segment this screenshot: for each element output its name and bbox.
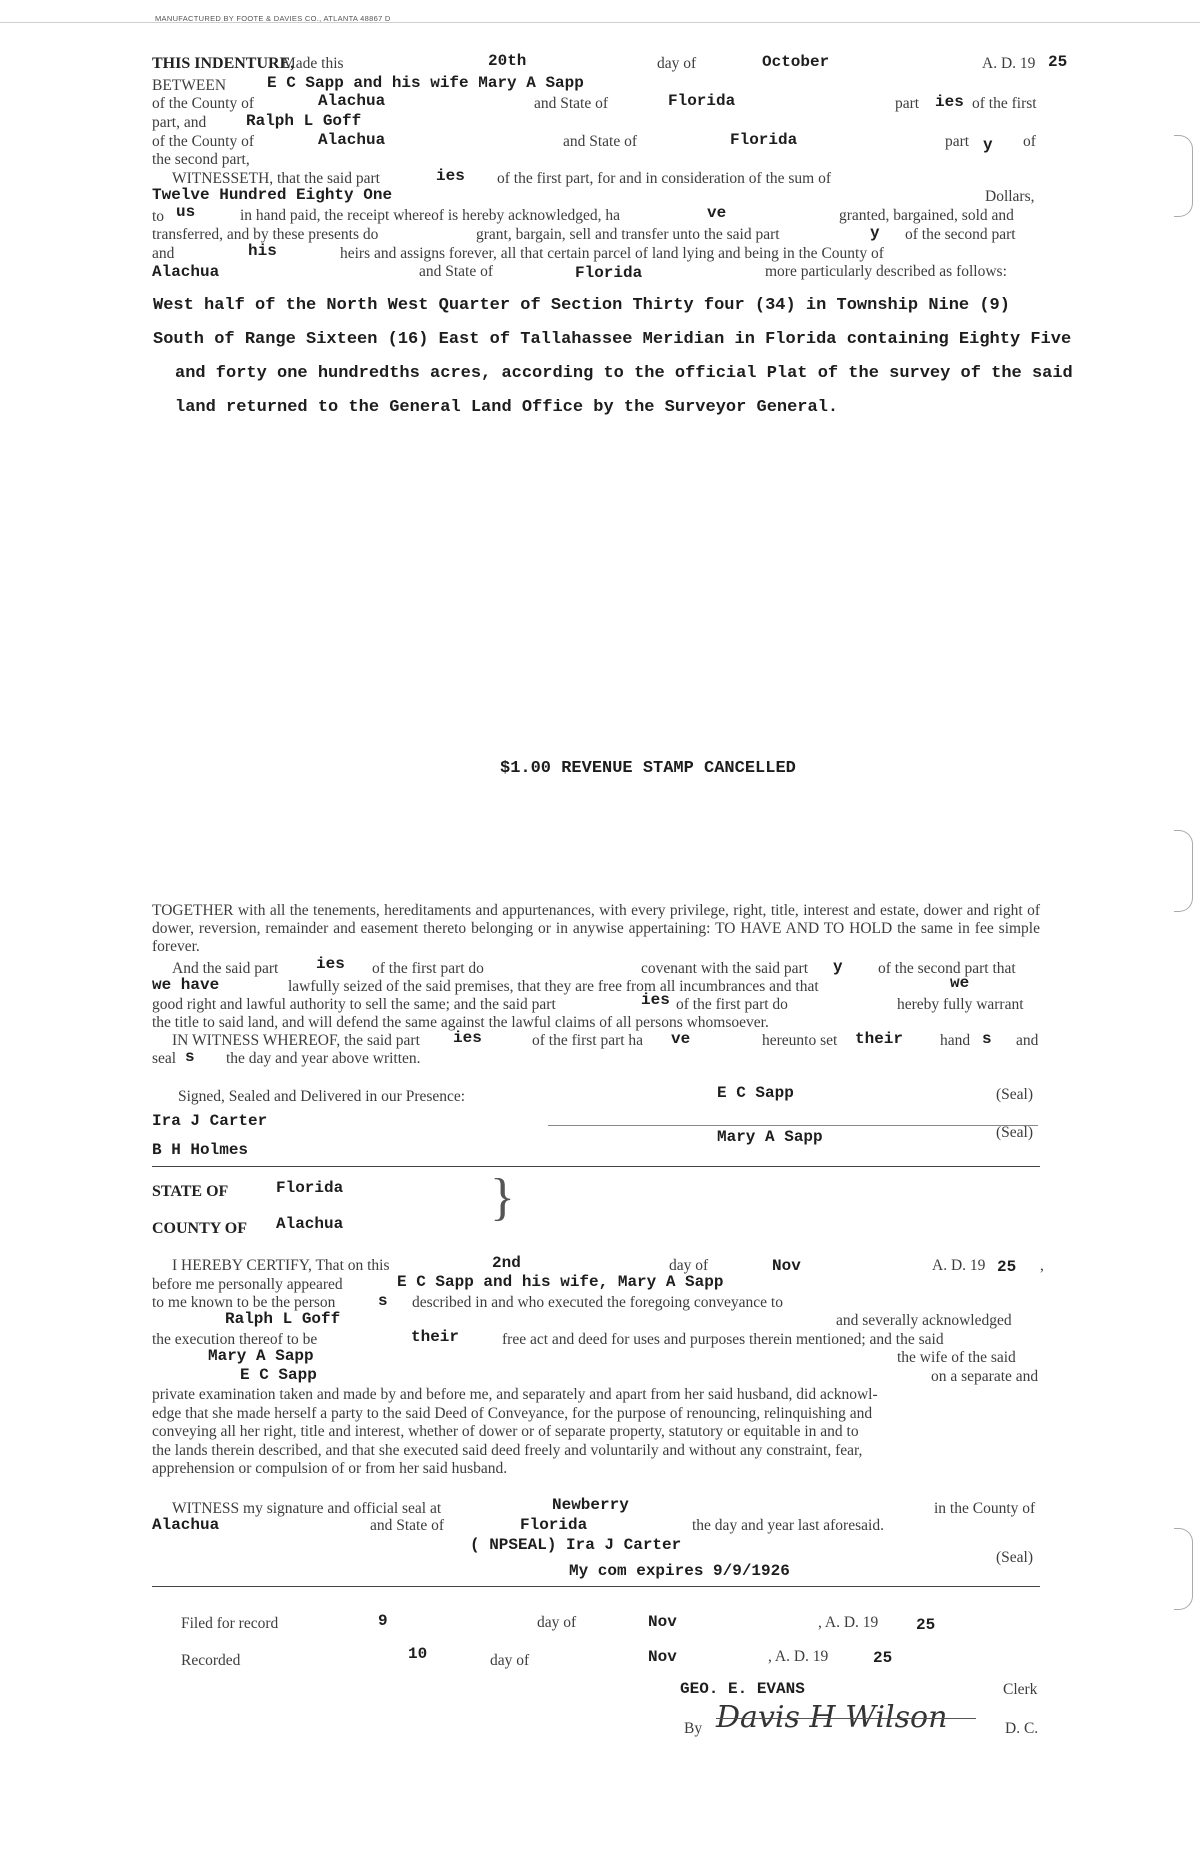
witness-clause-text-2: hereunto set xyxy=(762,1032,838,1049)
day-of-label: day of xyxy=(657,55,697,72)
ack-conveying: conveying all her right, title and interest, whether of dower or of separate property, statutory or equitable in and to xyxy=(152,1423,859,1440)
ack-notary: ( NPSEAL) Ira J Carter xyxy=(470,1536,682,1554)
together-paragraph: TOGETHER with all the tenements, hereditaments and appurtenances, with every privilege, right, title, interest and estate, dower and right of dower, reversion, remainder and easement thereto belonging or in anywise appertaining: TO HAVE AND TO HOLD the same in fee simple forever. xyxy=(152,902,1040,956)
grantee-state-label: and State of xyxy=(563,133,638,150)
grantee-name: Ralph L Goff xyxy=(246,112,362,130)
ack-appeared-names: E C Sapp and his wife, Mary A Sapp xyxy=(397,1273,724,1291)
ack-county: Alachua xyxy=(276,1215,344,1233)
witnesseth-lead: WITNESSETH, that the said part xyxy=(172,170,380,187)
ack-in-county: in the County of xyxy=(934,1500,1036,1517)
ack-state: Florida xyxy=(276,1179,344,1197)
recorded-label: Recorded xyxy=(181,1652,241,1669)
covenant-text-8: the title to said land, and will defend the same against the lawful claims of all persons whomsoever. xyxy=(152,1014,769,1031)
covenant-text-2: covenant with the said part xyxy=(641,960,809,977)
ack-commission: My com expires 9/9/1926 xyxy=(569,1562,790,1580)
witness-2: B H Holmes xyxy=(152,1141,249,1159)
paid-text: in hand paid, the receipt whereof is hereby acknowledged, ha xyxy=(240,207,621,224)
parcel-county: Alachua xyxy=(152,263,220,281)
presence-label: Signed, Sealed and Delivered in our Presence: xyxy=(178,1088,466,1105)
section-divider-1 xyxy=(152,1166,1040,1167)
filed-ad: , A. D. 19 xyxy=(818,1614,879,1631)
grantee-state: Florida xyxy=(730,131,798,149)
recorded-day-of: day of xyxy=(490,1652,530,1669)
witness-clause-suffix: ies xyxy=(453,1029,482,1047)
witness-clause-text-1: of the first part ha xyxy=(532,1032,644,1049)
covenant-text-7: hereby fully warrant xyxy=(897,996,1024,1013)
indenture-title: THIS INDENTURE, xyxy=(152,55,295,72)
recorded-year: 25 xyxy=(873,1649,893,1667)
grantor-signature-2: Mary A Sapp xyxy=(717,1128,823,1146)
ack-described: described in and who executed the foregoing conveyance to xyxy=(412,1294,783,1311)
signature-rule xyxy=(548,1125,1038,1126)
legal-line: land returned to the General Land Office by the Surveyor General. xyxy=(175,398,839,417)
ack-edge: edge that she made herself a party to the said Deed of Conveyance, for the purpose of renouncing, relinquishing and xyxy=(152,1405,873,1422)
covenant-text-4: lawfully seized of the said premises, that they are free from all incumbrances and that xyxy=(288,978,819,995)
ack-seal: (Seal) xyxy=(996,1549,1034,1566)
grantor-names: E C Sapp and his wife Mary A Sapp xyxy=(267,74,584,92)
revenue-stamp-note: $1.00 REVENUE STAMP CANCELLED xyxy=(500,759,796,778)
grantor-part-label: part xyxy=(895,95,920,112)
filed-day-of: day of xyxy=(537,1614,577,1631)
covenant-lead: And the said part xyxy=(172,960,279,977)
ack-known-suffix: s xyxy=(378,1292,388,1310)
seal-1: (Seal) xyxy=(996,1086,1034,1103)
heirs-text: heirs and assigns forever, all that certain parcel of land lying and being in the County of xyxy=(340,245,884,262)
ack-apprehension: apprehension or compulsion of or from her said husband. xyxy=(152,1460,508,1477)
ack-severally: and severally acknowledged xyxy=(836,1312,1012,1329)
between-label: BETWEEN xyxy=(152,77,227,94)
dc-label: D. C. xyxy=(1005,1720,1039,1737)
ad-label: A. D. 19 xyxy=(982,55,1036,72)
binder-hole-bottom xyxy=(1174,1528,1193,1610)
ack-private: private examination taken and made by and before me, and separately and apart from her said husband, did acknowl- xyxy=(152,1386,878,1403)
ack-appeared: before me personally appeared xyxy=(152,1276,343,1293)
ack-witness-sig: WITNESS my signature and official seal at xyxy=(172,1500,442,1517)
covenant-suffix-2: y xyxy=(833,958,843,976)
covenant-we-have: we have xyxy=(152,976,220,994)
witness-clause-s2: s xyxy=(185,1048,195,1066)
covenant-we: we xyxy=(950,974,970,992)
grantee-part-label: part xyxy=(945,133,970,150)
witness-clause-text-3: hand xyxy=(940,1032,971,1049)
ack-last-aforesaid: the day and year last aforesaid. xyxy=(692,1517,884,1534)
legal-line: West half of the North West Quarter of Section Thirty four (34) in Township Nine (9) xyxy=(153,296,1010,315)
covenant-suffix-1: ies xyxy=(316,955,345,973)
indenture-year: 25 xyxy=(1048,53,1068,71)
ack-comma: , xyxy=(1040,1257,1044,1274)
parcel-state: Florida xyxy=(575,264,643,282)
part-and-label: part, and xyxy=(152,114,207,131)
ack-their: their xyxy=(411,1328,460,1346)
first-part-label: of the first xyxy=(972,95,1037,112)
granted-text: granted, bargained, sold and xyxy=(839,207,1014,224)
ack-year: 25 xyxy=(997,1258,1017,1276)
filed-year: 25 xyxy=(916,1616,936,1634)
indenture-day: 20th xyxy=(488,52,527,70)
ack-place: Newberry xyxy=(552,1496,629,1514)
binder-hole-top xyxy=(1174,135,1193,217)
section-divider-2 xyxy=(152,1586,1040,1587)
and-label: and xyxy=(152,245,175,262)
covenant-text-5: good right and lawful authority to sell the same; and the said part xyxy=(152,996,556,1013)
made-this-label: Made this xyxy=(282,55,344,72)
ack-wife: Mary A Sapp xyxy=(208,1347,314,1365)
grantee-part-suffix: y xyxy=(983,136,993,154)
his-label: his xyxy=(248,242,277,260)
filed-month: Nov xyxy=(648,1613,677,1631)
ack-state-2: Florida xyxy=(520,1516,588,1534)
have-suffix: ve xyxy=(707,204,727,222)
to-whom: us xyxy=(176,203,196,221)
manufacturer-line: MANUFACTURED BY FOOTE & DAVIES CO., ATLANTA 48867 D xyxy=(155,14,391,23)
by-label: By xyxy=(684,1720,703,1737)
binder-hole-middle xyxy=(1174,830,1193,912)
witness-clause-lead: IN WITNESS WHEREOF, the said part xyxy=(172,1032,420,1049)
grantee-county: Alachua xyxy=(318,131,386,149)
recorded-day: 10 xyxy=(408,1645,428,1663)
consideration-sum: Twelve Hundred Eighty One xyxy=(152,186,393,204)
grant-suffix: y xyxy=(870,224,880,242)
ack-wife-of: the wife of the said xyxy=(897,1349,1016,1366)
grantor-county-label: of the County of xyxy=(152,95,255,112)
witness-1: Ira J Carter xyxy=(152,1112,268,1130)
ack-husband: E C Sapp xyxy=(240,1366,317,1384)
witness-clause-seal: seal xyxy=(152,1050,177,1067)
filed-label: Filed for record xyxy=(181,1615,279,1632)
grantor-part-suffix: ies xyxy=(935,93,964,111)
parcel-state-label: and State of xyxy=(419,263,494,280)
ack-grantee: Ralph L Goff xyxy=(225,1310,341,1328)
recorded-ad: , A. D. 19 xyxy=(768,1648,829,1665)
ack-lands: the lands therein described, and that she executed said deed freely and voluntarily and without any constraint, fear, xyxy=(152,1442,863,1459)
ack-certify: I HEREBY CERTIFY, That on this xyxy=(172,1257,390,1274)
second-part-label: the second part, xyxy=(152,151,250,168)
witnesseth-suffix: ies xyxy=(436,167,465,185)
seal-2: (Seal) xyxy=(996,1124,1034,1141)
grantor-signature-1: E C Sapp xyxy=(717,1084,794,1102)
ack-county-label: COUNTY OF xyxy=(152,1220,247,1237)
covenant-text-6: of the first part do xyxy=(676,996,788,1013)
witness-clause-their: their xyxy=(855,1030,904,1048)
ack-ad: A. D. 19 xyxy=(932,1257,986,1274)
witness-clause-have-suffix: ve xyxy=(671,1030,691,1048)
transferred-text: transferred, and by these presents do xyxy=(152,226,379,243)
grantor-state: Florida xyxy=(668,92,736,110)
to-label: to xyxy=(152,208,165,225)
clerk-label: Clerk xyxy=(1003,1681,1038,1698)
dollars-label: Dollars, xyxy=(985,188,1035,205)
covenant-suffix-3: ies xyxy=(641,991,670,1009)
grant-text: grant, bargain, sell and transfer unto the said part xyxy=(476,226,780,243)
witness-clause-s1: s xyxy=(982,1030,992,1048)
grantor-state-label: and State of xyxy=(534,95,609,112)
consideration-text: of the first part, for and in consideration of the sum of xyxy=(497,170,832,187)
grantor-county: Alachua xyxy=(318,92,386,110)
deputy-clerk-signature: Davis H Wilson xyxy=(716,1700,948,1735)
witness-clause-and: and xyxy=(1016,1032,1039,1049)
covenant-text-1: of the first part do xyxy=(372,960,484,977)
ack-state-label-2: and State of xyxy=(370,1517,445,1534)
legal-line: and forty one hundredths acres, according to the official Plat of the survey of the said xyxy=(175,364,1073,383)
grantee-of-label: of xyxy=(1023,133,1036,150)
witness-clause-text-4: the day and year above written. xyxy=(226,1050,421,1067)
legal-line: South of Range Sixteen (16) East of Tallahassee Meridian in Florida containing Eighty Five xyxy=(153,330,1072,349)
recorded-month: Nov xyxy=(648,1648,677,1666)
ack-brace: } xyxy=(490,1169,515,1226)
clerk-name: GEO. E. EVANS xyxy=(680,1680,805,1698)
covenant-text-3: of the second part that xyxy=(878,960,1016,977)
legal-description xyxy=(153,289,1073,425)
grantee-county-label: of the County of xyxy=(152,133,255,150)
ack-execution: the execution thereof to be xyxy=(152,1331,318,1348)
indenture-month: October xyxy=(762,53,830,71)
filed-day: 9 xyxy=(378,1612,388,1630)
deputy-signature-rule xyxy=(716,1718,976,1719)
ack-day: 2nd xyxy=(492,1254,521,1272)
ack-separate: on a separate and xyxy=(931,1368,1039,1385)
ack-day-of: day of xyxy=(669,1257,709,1274)
ack-free-act: free act and deed for uses and purposes therein mentioned; and the said xyxy=(502,1331,944,1348)
ack-state-label: STATE OF xyxy=(152,1183,229,1200)
described-text: more particularly described as follows: xyxy=(765,263,1007,280)
ack-month: Nov xyxy=(772,1257,801,1275)
ack-county-2: Alachua xyxy=(152,1516,220,1534)
ack-known: to me known to be the person xyxy=(152,1294,336,1311)
second-part-text: of the second part xyxy=(905,226,1016,243)
